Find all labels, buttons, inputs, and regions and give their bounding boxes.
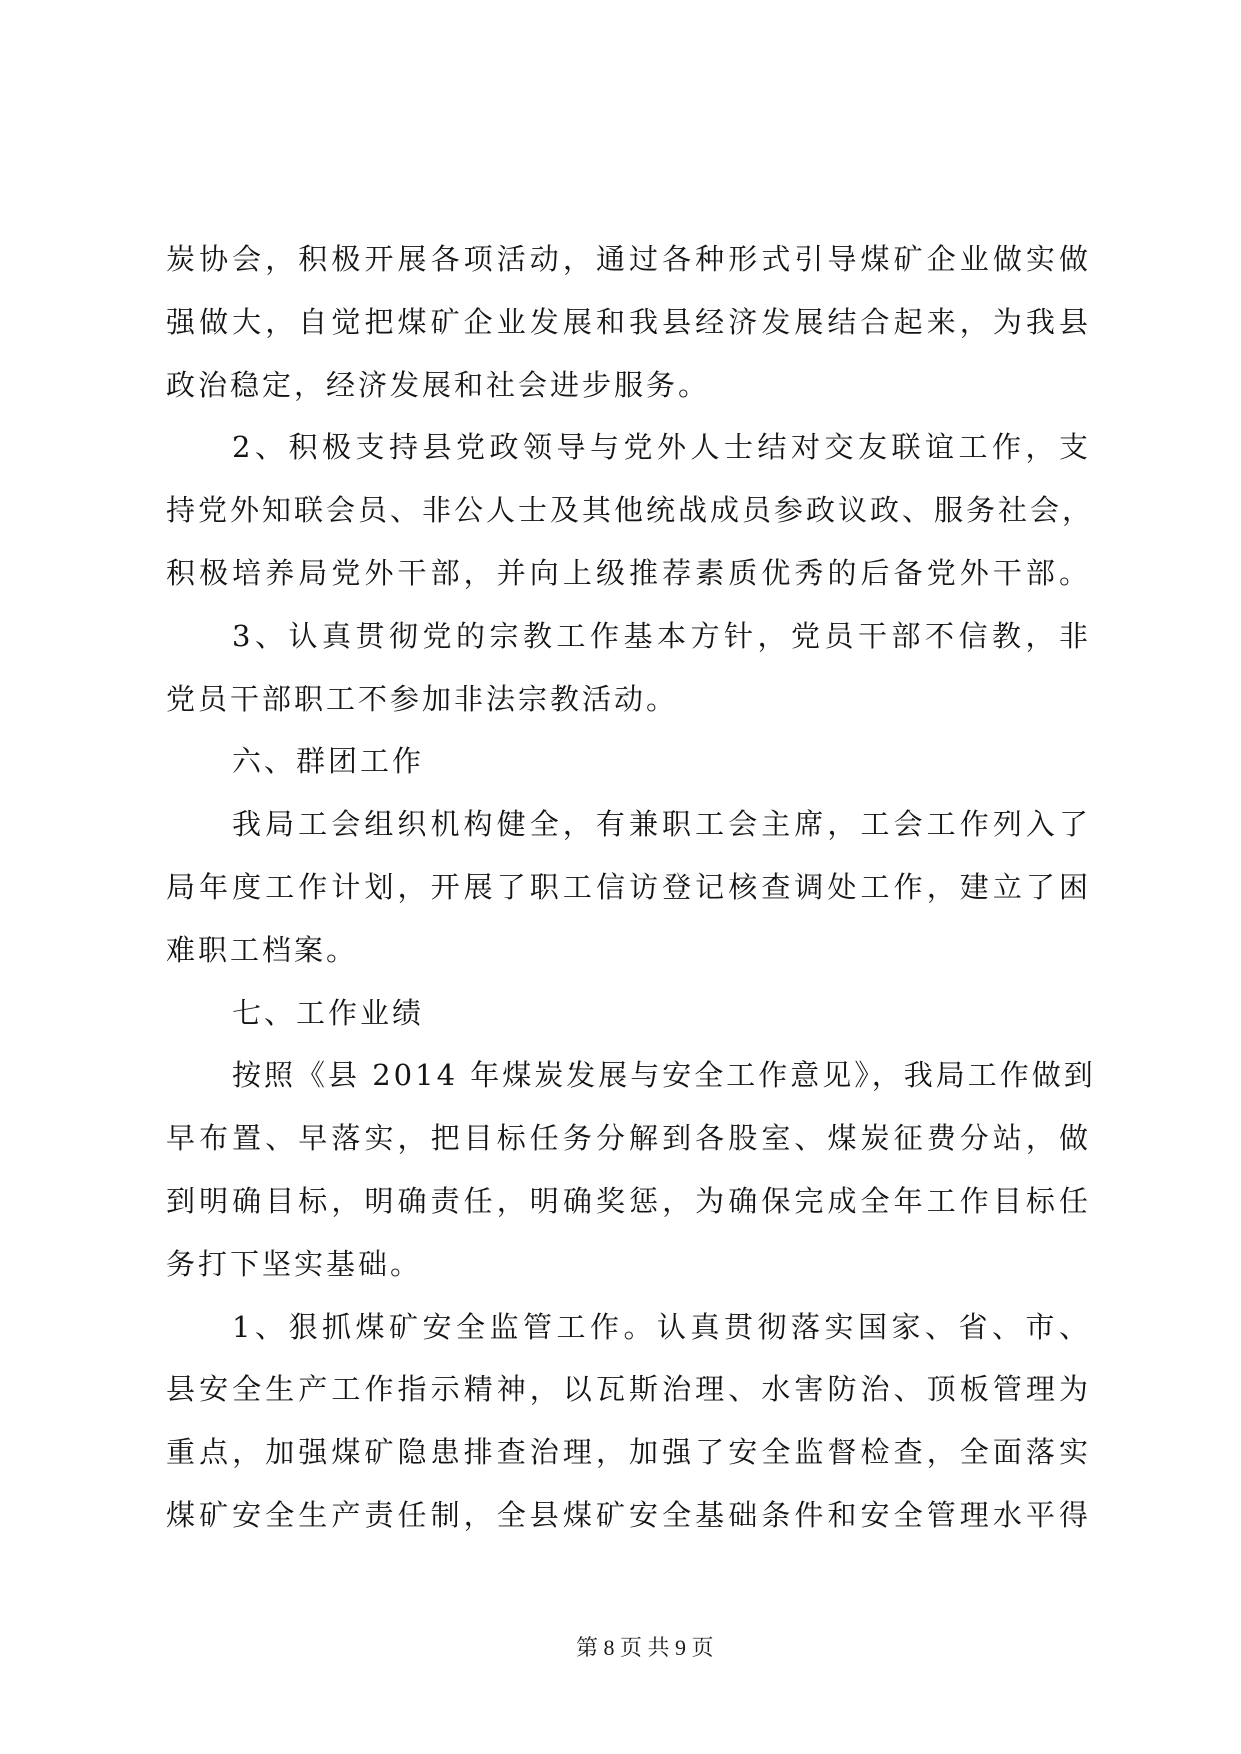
section-heading-7 bbox=[166, 982, 1091, 1045]
paragraph-line: 积极培养局党外干部，并向上级推荐素质优秀的后备党外干部。 bbox=[166, 555, 1091, 590]
paragraph-line: 党员干部职工不参加非法宗教活动。 bbox=[166, 681, 679, 716]
section-heading: 七、工作业绩 bbox=[232, 995, 425, 1030]
paragraph-item-3 bbox=[166, 605, 1091, 731]
paragraph-achievements bbox=[166, 1044, 1096, 1295]
paragraph-line: 务打下坚实基础。 bbox=[166, 1246, 423, 1281]
paragraph-line: 我局工会组织机构健全，有兼职工会主席，工会工作列入了 bbox=[232, 807, 1091, 842]
paragraph-line: 煤矿安全生产责任制，全县煤矿安全基础条件和安全管理水平得 bbox=[166, 1497, 1091, 1532]
page-number-footer: 第 8 页 共 9 页 bbox=[576, 1635, 714, 1660]
paragraph-item-2 bbox=[166, 416, 1095, 604]
paragraph-line: 县安全生产工作指示精神，以瓦斯治理、水害防治、顶板管理为 bbox=[166, 1372, 1091, 1407]
paragraph-line: 难职工档案。 bbox=[166, 932, 359, 967]
paragraph-line: 按照《县 2014 年煤炭发展与安全工作意见》，我局工作做到 bbox=[232, 1058, 1096, 1093]
paragraph-line: 2、积极支持县党政领导与党外人士结对交友联谊工作，支 bbox=[232, 430, 1091, 465]
paragraph-line: 局年度工作计划，开展了职工信访登记核查调处工作，建立了困 bbox=[166, 869, 1091, 904]
paragraph-line: 早布置、早落实，把目标任务分解到各股室、煤炭征费分站，做 bbox=[166, 1121, 1091, 1156]
paragraph-item-1-safety bbox=[166, 1296, 1091, 1547]
paragraph-line: 重点，加强煤矿隐患排查治理，加强了安全监督检查，全面落实 bbox=[166, 1435, 1091, 1470]
paragraph-continuation bbox=[166, 228, 1091, 416]
paragraph-union-work bbox=[166, 793, 1091, 981]
paragraph-line: 1、狠抓煤矿安全监管工作。认真贯彻落实国家、省、市、 bbox=[232, 1309, 1091, 1344]
section-heading-6 bbox=[166, 730, 1091, 793]
document-body bbox=[166, 228, 1096, 1547]
paragraph-line: 政治稳定，经济发展和社会进步服务。 bbox=[166, 367, 711, 402]
paragraph-line: 炭协会，积极开展各项活动，通过各种形式引导煤矿企业做实做 bbox=[166, 242, 1091, 276]
section-heading: 六、群团工作 bbox=[232, 744, 425, 779]
paragraph-line: 到明确目标，明确责任，明确奖惩，为确保完成全年工作目标任 bbox=[166, 1183, 1091, 1218]
paragraph-line: 持党外知联会员、非公人士及其他统战成员参政议政、服务社会， bbox=[166, 493, 1095, 528]
paragraph-line: 强做大，自觉把煤矿企业发展和我县经济发展结合起来，为我县 bbox=[166, 304, 1091, 339]
paragraph-line: 3、认真贯彻党的宗教工作基本方针，党员干部不信教，非 bbox=[232, 618, 1091, 653]
